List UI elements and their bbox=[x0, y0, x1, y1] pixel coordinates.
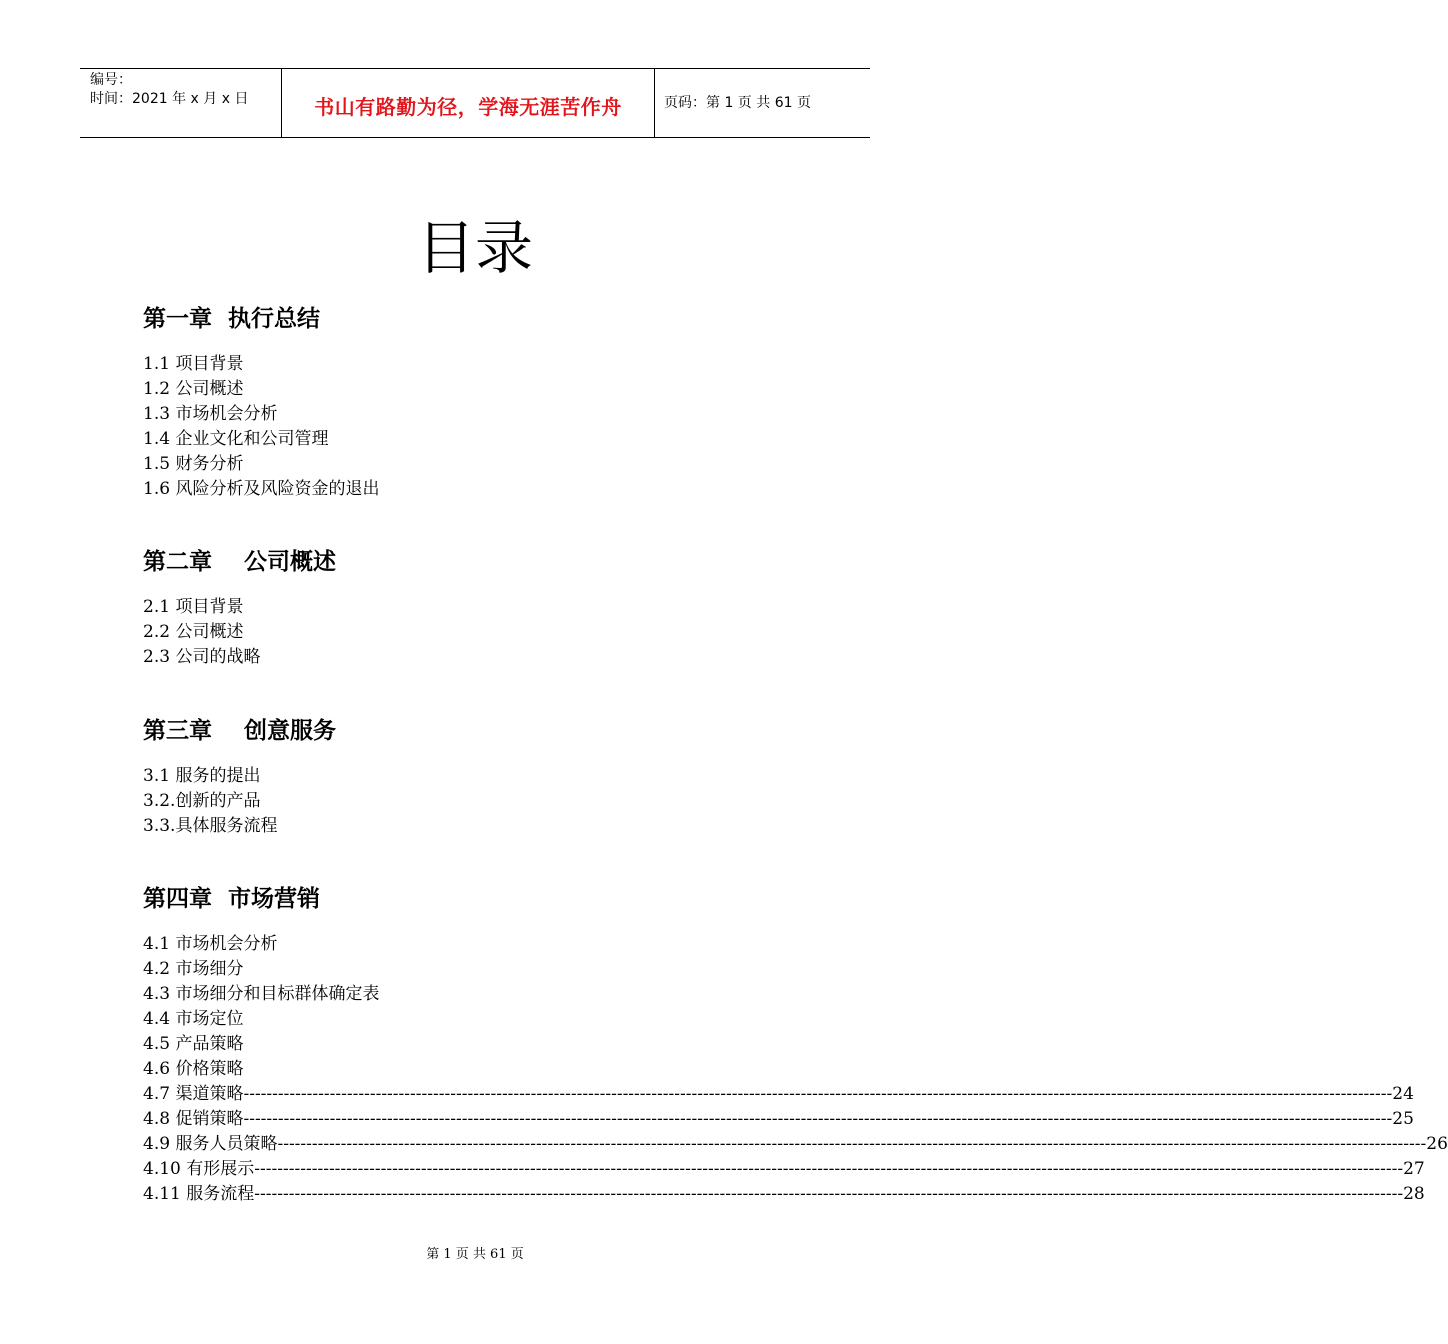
chapter-heading-3: 第三章 创意服务 bbox=[143, 718, 337, 744]
toc-item[interactable]: 1.6 风险分析及风险资金的退出 bbox=[143, 479, 380, 499]
header-page-info: 页码：第 1 页 共 61 页 bbox=[664, 95, 811, 111]
toc-item[interactable]: 3.3.具体服务流程 bbox=[143, 816, 278, 836]
dot-leader: -------------------------------------------------------------------------------------------------------------------------------------------------------------------------------------------------------- bbox=[254, 1184, 1404, 1204]
toc-item[interactable]: 3.1 服务的提出 bbox=[143, 766, 261, 786]
dot-leader: -------------------------------------------------------------------------------------------------------------------------------------------------------------------------------------------------------- bbox=[254, 1159, 1404, 1179]
toc-item[interactable]: 1.4 企业文化和公司管理 bbox=[143, 429, 329, 449]
toc-title: 目录 bbox=[416, 214, 533, 282]
toc-item-with-page[interactable]: 4.8 促销策略 -------------------------------------------------------------------------------------------------------------------------------------------------------------------------------------------------------- 25 bbox=[143, 1107, 808, 1132]
toc-item-with-page[interactable]: 4.11 服务流程 -------------------------------------------------------------------------------------------------------------------------------------------------------------------------------------------------------- 28 bbox=[143, 1182, 808, 1207]
toc-item-with-page[interactable]: 4.9 服务人员策略 -------------------------------------------------------------------------------------------------------------------------------------------------------------------------------------------------------- 26 bbox=[143, 1132, 808, 1157]
header-meta-cell bbox=[80, 69, 280, 137]
header-motto-cell bbox=[281, 69, 655, 137]
document-code-label: 编号： bbox=[90, 72, 132, 88]
chapter-4-list bbox=[143, 932, 1448, 1207]
header-motto: 书山有路勤为径，学海无涯苦作舟 bbox=[314, 95, 622, 119]
toc-item[interactable]: 1.5 财务分析 bbox=[143, 454, 244, 474]
document-time-label: 时间：2021 年 x 月 x 日 bbox=[90, 91, 249, 107]
toc-item[interactable]: 4.2 市场细分 bbox=[143, 959, 244, 979]
page-number: 24 bbox=[1392, 1084, 1414, 1104]
page-number: 27 bbox=[1403, 1159, 1425, 1179]
toc-item[interactable]: 4.5 产品策略 bbox=[143, 1034, 244, 1054]
dot-leader: -------------------------------------------------------------------------------------------------------------------------------------------------------------------------------------------------------- bbox=[243, 1109, 1393, 1129]
page-header-table bbox=[80, 68, 870, 138]
toc-item[interactable]: 2.1 项目背景 bbox=[143, 597, 244, 617]
header-page-cell bbox=[655, 69, 870, 137]
chapter-heading-1: 第一章 执行总结 bbox=[143, 306, 321, 332]
chapter-heading-2: 第二章 公司概述 bbox=[143, 549, 337, 575]
page-number: 25 bbox=[1392, 1109, 1414, 1129]
toc-item[interactable]: 4.1 市场机会分析 bbox=[143, 934, 278, 954]
toc-item-with-page[interactable]: 4.7 渠道策略 -------------------------------------------------------------------------------------------------------------------------------------------------------------------------------------------------------- 24 bbox=[143, 1082, 808, 1107]
page-footer: 第 1 页 共 61 页 bbox=[426, 1247, 524, 1262]
toc-item[interactable]: 2.3 公司的战略 bbox=[143, 647, 261, 667]
toc-item[interactable]: 1.1 项目背景 bbox=[143, 354, 244, 374]
chapter-3-list bbox=[143, 764, 808, 839]
toc-item[interactable]: 4.4 市场定位 bbox=[143, 1009, 244, 1029]
chapter-2-list bbox=[143, 595, 808, 670]
dot-leader: -------------------------------------------------------------------------------------------------------------------------------------------------------------------------------------------------------- bbox=[277, 1134, 1427, 1154]
toc-item[interactable]: 3.2.创新的产品 bbox=[143, 791, 261, 811]
toc-item[interactable]: 4.3 市场细分和目标群体确定表 bbox=[143, 984, 380, 1004]
toc-item[interactable]: 1.3 市场机会分析 bbox=[143, 404, 278, 424]
toc-item[interactable]: 1.2 公司概述 bbox=[143, 379, 244, 399]
dot-leader: -------------------------------------------------------------------------------------------------------------------------------------------------------------------------------------------------------- bbox=[243, 1084, 1393, 1104]
page-number: 26 bbox=[1426, 1134, 1448, 1154]
chapter-heading-4: 第四章 市场营销 bbox=[143, 886, 321, 912]
page-number: 28 bbox=[1403, 1184, 1425, 1204]
toc-item[interactable]: 2.2 公司概述 bbox=[143, 622, 244, 642]
toc-item-with-page[interactable]: 4.10 有形展示 -------------------------------------------------------------------------------------------------------------------------------------------------------------------------------------------------------- 27 bbox=[143, 1157, 808, 1182]
toc-item[interactable]: 4.6 价格策略 bbox=[143, 1059, 244, 1079]
chapter-1-list bbox=[143, 352, 808, 502]
